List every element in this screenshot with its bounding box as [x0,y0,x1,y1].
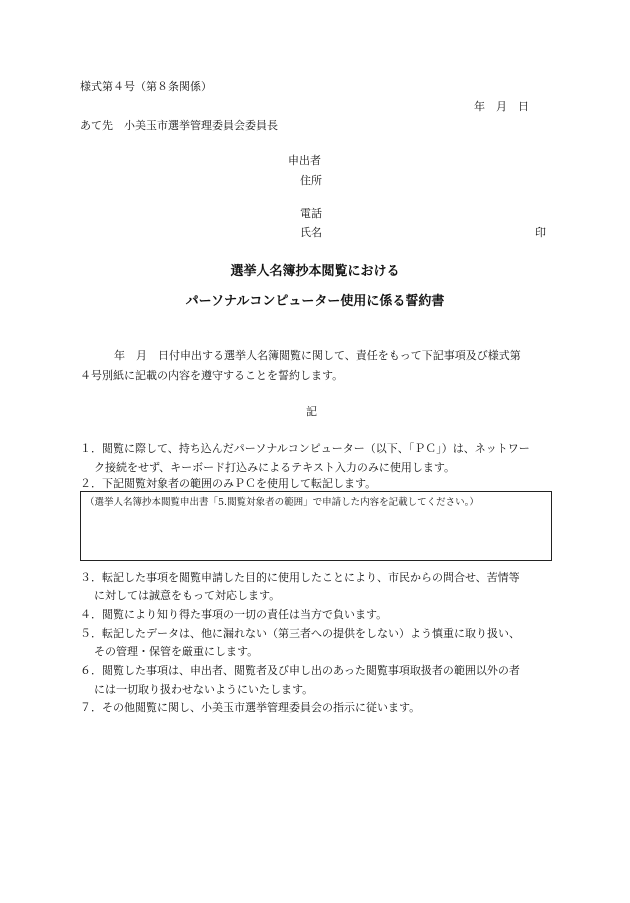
title-line-2: パーソナルコンピューター使用に係る誓約書 [185,294,445,309]
item-1-line-1: １．閲覧に際して、持ち込んだパーソナルコンピューター（以下、「ＰＣ」）は、ネットワー [80,442,530,455]
item-6-line-2: には一切取り扱わせないようにいたします。 [94,683,314,696]
name-label: 氏名 [300,226,322,239]
target-range-box[interactable] [80,491,552,561]
ki-heading: 記 [306,405,317,418]
item-2-line-1: ２．下記閲覧対象者の範囲のみＰＣを使用して転記します。 [80,477,377,490]
item-6-line-1: ６．閲覧した事項は、申出者、閲覧者及び申し出のあった閲覧事項取扱者の範囲以外の者 [80,664,520,677]
target-range-box-note: （選挙人名簿抄本閲覧申出書「5.閲覧対象者の範囲」で申請した内容を記載してください。） [85,497,479,508]
item-7-line-1: ７．その他閲覧に関し、小美玉市選挙管理委員会の指示に従います。 [80,701,421,714]
addressee: あて先 小美玉市選挙管理委員会委員長 [80,119,278,132]
date-line: 年 月 日 [474,100,529,113]
form-number: 様式第４号（第８条関係） [80,80,212,93]
intro-line-1: 年 月 日付申出する選挙人名簿閲覧に関して、責任をもって下記事項及び様式第 [114,349,521,362]
applicant-label: 申出者 [288,154,321,167]
item-3-line-1: ３．転記した事項を閲覧申請した目的に使用したことにより、市民からの問合せ、苦情等 [80,571,520,584]
item-5-line-1: ５．転記したデータは、他に漏れない（第三者への提供をしない）よう慎重に取り扱い、 [80,627,520,640]
seal-label: 印 [535,226,546,239]
intro-line-2: ４号別紙に記載の内容を遵守することを誓約します。 [80,369,344,382]
phone-label: 電話 [300,207,322,220]
item-5-line-2: その管理・保管を厳重にします。 [94,645,259,658]
item-4-line-1: ４．閲覧により知り得た事項の一切の責任は当方で負います。 [80,608,388,621]
address-label: 住所 [300,174,322,187]
title-line-1: 選挙人名簿抄本閲覧における [230,264,400,279]
item-1-line-2: ク接続をせず、キーボード打込みによるテキスト入力のみに使用します。 [94,461,456,474]
item-3-line-2: に対しては誠意をもって対応します。 [94,589,281,602]
